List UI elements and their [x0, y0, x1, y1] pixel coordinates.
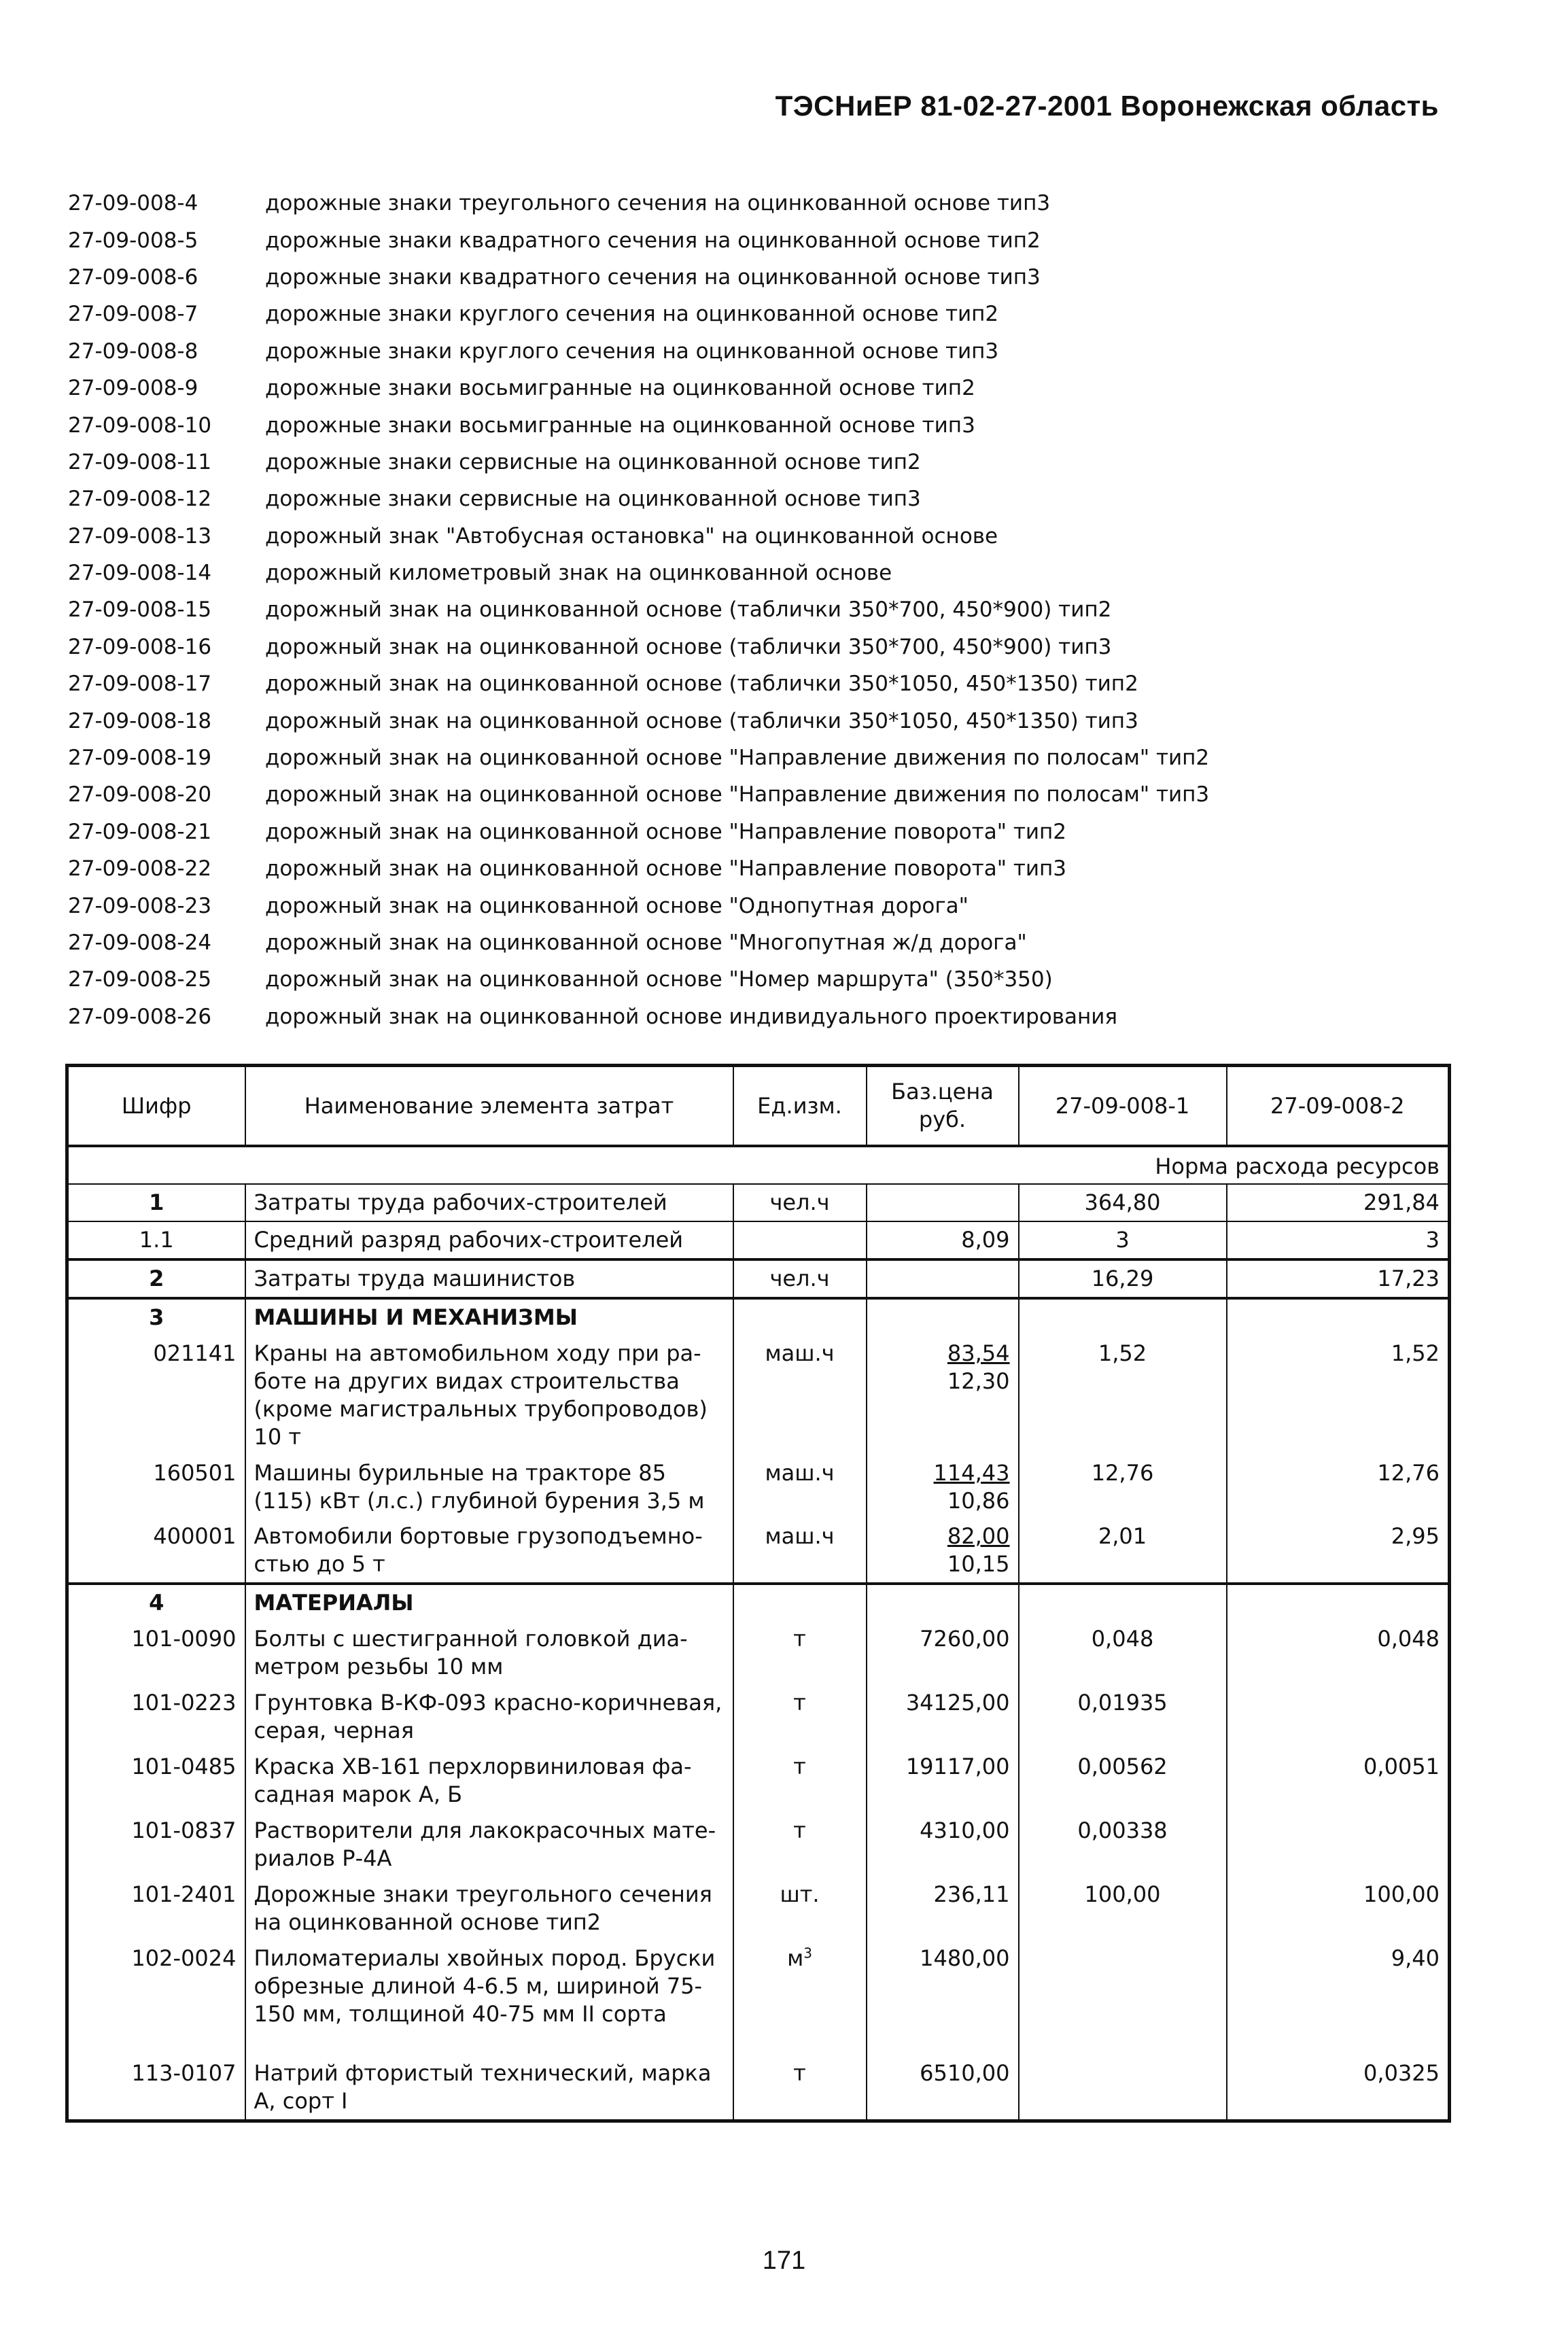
- row-unit: т: [733, 1813, 867, 1877]
- row-code: 1: [67, 1184, 245, 1221]
- item-code: 27-09-008-12: [68, 487, 212, 512]
- list-item: [68, 740, 1461, 776]
- item-code: 27-09-008-10: [68, 413, 212, 438]
- row-price: 6510,00: [867, 2032, 1019, 2121]
- item-description: дорожные знаки круглого сечения на оцинкованной основе тип2: [265, 302, 999, 327]
- row-price: 4310,00: [867, 1813, 1019, 1877]
- row-price: [867, 1455, 1019, 1519]
- list-item: [68, 850, 1461, 887]
- row-code: 101-2401: [67, 1877, 245, 1941]
- row-value-col1: 0,00338: [1019, 1813, 1227, 1877]
- row-price: [867, 1336, 1019, 1455]
- header-col1: 27-09-008-1: [1019, 1066, 1227, 1147]
- row-unit: т: [733, 1685, 867, 1749]
- table-row: [67, 1336, 1450, 1455]
- row-value-col1: 2,01: [1019, 1518, 1227, 1584]
- item-description: дорожный знак на оцинкованной основе "Направление поворота" тип3: [265, 856, 1067, 882]
- item-description: дорожные знаки сервисные на оцинкованной основе тип2: [265, 449, 921, 474]
- list-item: [68, 702, 1461, 739]
- row-price: [867, 1184, 1019, 1221]
- item-description: дорожный километровый знак на оцинкованной основе: [265, 561, 892, 586]
- item-description: дорожный знак на оцинкованной основе (таблички 350*1050, 450*1350) тип2: [265, 672, 1138, 697]
- item-code: 27-09-008-26: [68, 1004, 212, 1029]
- section-row: [67, 1584, 1450, 1621]
- table-row: [67, 1259, 1450, 1298]
- row-code: 101-0223: [67, 1685, 245, 1749]
- list-item: [68, 406, 1461, 443]
- row-unit-exponent: 3: [803, 1945, 812, 1962]
- row-price-secondary: 10,86: [947, 1487, 1010, 1514]
- row-name: Краны на автомобильном ходу при работе на других видах строительства (кроме магистральных трубопроводов) 10 т: [245, 1336, 733, 1455]
- row-code: 102-0024: [67, 1941, 245, 2032]
- table-row: [67, 1877, 1450, 1941]
- item-description: дорожные знаки треугольного сечения на оцинкованной основе тип3: [265, 191, 1051, 216]
- item-code: 27-09-008-8: [68, 338, 198, 364]
- item-code: 27-09-008-15: [68, 597, 212, 623]
- row-value-col1: 16,29: [1019, 1259, 1227, 1298]
- row-price: 34125,00: [867, 1685, 1019, 1749]
- section-row: [67, 1298, 1450, 1336]
- section-title: МАТЕРИАЛЫ: [245, 1584, 733, 1621]
- norm-caption-row: [67, 1146, 1450, 1184]
- header-price: Баз.цена руб.: [867, 1066, 1019, 1147]
- list-item: [68, 222, 1461, 258]
- resource-norms-table: [65, 1064, 1451, 2123]
- row-unit: маш.ч: [733, 1455, 867, 1519]
- item-description: дорожные знаки восьмигранные на оцинкованной основе тип3: [265, 413, 975, 438]
- header-code: Шифр: [67, 1066, 245, 1147]
- row-price-main: 82,00: [947, 1523, 1010, 1550]
- page-number: 171: [762, 2246, 806, 2275]
- row-unit: т: [733, 1749, 867, 1813]
- list-item: [68, 518, 1461, 555]
- item-description: дорожный знак на оцинкованной основе "Однопутная дорога": [265, 893, 969, 918]
- item-description: дорожный знак на оцинкованной основе (таблички 350*700, 450*900) тип3: [265, 634, 1112, 659]
- header-name: Наименование элемента затрат: [245, 1066, 733, 1147]
- section-number: 3: [67, 1298, 245, 1336]
- row-name: Натрий фтористый технический, марка А, сорт I: [245, 2032, 733, 2121]
- row-price-main: 83,54: [947, 1340, 1010, 1366]
- list-item: [68, 185, 1461, 222]
- row-name: Дорожные знаки треугольного сечения на оцинкованной основе тип2: [245, 1877, 733, 1941]
- item-code: 27-09-008-17: [68, 672, 212, 697]
- row-code: 2: [67, 1259, 245, 1298]
- row-price: [867, 1259, 1019, 1298]
- item-code: 27-09-008-5: [68, 228, 198, 253]
- row-price: 19117,00: [867, 1749, 1019, 1813]
- item-description: дорожный знак на оцинкованной основе "Направление движения по полосам" тип3: [265, 782, 1210, 807]
- table-row: [67, 1518, 1450, 1584]
- row-value-col2: [1227, 1813, 1450, 1877]
- row-price: 7260,00: [867, 1621, 1019, 1685]
- list-item: [68, 776, 1461, 813]
- row-name: Растворители для лакокрасочных материалов Р-4А: [245, 1813, 733, 1877]
- row-value-col2: [1227, 1685, 1450, 1749]
- list-item: [68, 370, 1461, 406]
- section-number: 4: [67, 1584, 245, 1621]
- item-description: дорожный знак на оцинкованной основе индивидуального проектирования: [265, 1004, 1118, 1029]
- row-value-col2: 291,84: [1227, 1184, 1450, 1221]
- item-code: 27-09-008-18: [68, 708, 212, 733]
- row-unit: [733, 1941, 867, 2032]
- table-row: [67, 1685, 1450, 1749]
- row-unit: т: [733, 1621, 867, 1685]
- table-row: [67, 1813, 1450, 1877]
- row-unit: чел.ч: [733, 1259, 867, 1298]
- list-item: [68, 296, 1461, 332]
- list-item: [68, 814, 1461, 850]
- norm-caption: Норма расхода ресурсов: [67, 1146, 1450, 1184]
- row-code: 101-0837: [67, 1813, 245, 1877]
- row-name: Затраты труда машинистов: [245, 1259, 733, 1298]
- row-value-col1: 12,76: [1019, 1455, 1227, 1519]
- item-description: дорожный знак "Автобусная остановка" на оцинкованной основе: [265, 523, 998, 549]
- row-name: Машины бурильные на тракторе 85 (115) кВт (л.с.) глубиной бурения 3,5 м: [245, 1455, 733, 1519]
- row-price: [867, 1518, 1019, 1584]
- row-code: 400001: [67, 1518, 245, 1584]
- code-list: [68, 185, 1461, 1035]
- row-value-col1: 0,048: [1019, 1621, 1227, 1685]
- row-value-col2: 9,40: [1227, 1941, 1450, 2032]
- list-item: [68, 481, 1461, 517]
- row-value-col2: 1,52: [1227, 1336, 1450, 1455]
- item-code: 27-09-008-22: [68, 856, 212, 882]
- row-value-col1: 0,01935: [1019, 1685, 1227, 1749]
- item-code: 27-09-008-20: [68, 782, 212, 807]
- item-code: 27-09-008-6: [68, 264, 198, 290]
- list-item: [68, 555, 1461, 591]
- row-value-col1: [1019, 1941, 1227, 2032]
- header-col2: 27-09-008-2: [1227, 1066, 1450, 1147]
- row-value-col2: 0,048: [1227, 1621, 1450, 1685]
- table-row: [67, 1184, 1450, 1221]
- row-value-col2: 12,76: [1227, 1455, 1450, 1519]
- row-code: 101-0090: [67, 1621, 245, 1685]
- item-description: дорожный знак на оцинкованной основе (таблички 350*1050, 450*1350) тип3: [265, 708, 1138, 733]
- item-description: дорожный знак на оцинкованной основе "Направление поворота" тип2: [265, 819, 1067, 844]
- row-price: 1480,00: [867, 1941, 1019, 2032]
- item-description: дорожный знак на оцинкованной основе (таблички 350*700, 450*900) тип2: [265, 597, 1112, 623]
- list-item: [68, 591, 1461, 628]
- row-unit: т: [733, 2032, 867, 2121]
- row-value-col1: 0,00562: [1019, 1749, 1227, 1813]
- row-unit: [733, 1221, 867, 1259]
- row-name: Грунтовка В-КФ-093 красно-коричневая, серая, черная: [245, 1685, 733, 1749]
- list-item: [68, 259, 1461, 296]
- item-code: 27-09-008-23: [68, 893, 212, 918]
- row-value-col2: 17,23: [1227, 1259, 1450, 1298]
- list-item: [68, 629, 1461, 665]
- row-price-secondary: 12,30: [947, 1368, 1010, 1394]
- row-name: Средний разряд рабочих-строителей: [245, 1221, 733, 1259]
- row-value-col2: 0,0051: [1227, 1749, 1450, 1813]
- row-value-col2: 100,00: [1227, 1877, 1450, 1941]
- row-unit: маш.ч: [733, 1336, 867, 1455]
- row-name: Краска ХВ-161 перхлорвиниловая фасадная марок А, Б: [245, 1749, 733, 1813]
- row-name: Пиломатериалы хвойных пород. Бруски обрезные длиной 4-6.5 м, шириной 75-150 мм, толщиной 40-75 мм II сорта: [245, 1941, 733, 2032]
- row-value-col1: 100,00: [1019, 1877, 1227, 1941]
- row-value-col1: [1019, 2032, 1227, 2121]
- row-name: Болты с шестигранной головкой диаметром резьбы 10 мм: [245, 1621, 733, 1685]
- item-description: дорожные знаки квадратного сечения на оцинкованной основе тип3: [265, 264, 1041, 290]
- row-code: 1.1: [67, 1221, 245, 1259]
- header-unit: Ед.изм.: [733, 1066, 867, 1147]
- row-code: 021141: [67, 1336, 245, 1455]
- row-code: 113-0107: [67, 2032, 245, 2121]
- row-price: 236,11: [867, 1877, 1019, 1941]
- row-name: Автомобили бортовые грузоподъемностью до 5 т: [245, 1518, 733, 1584]
- item-code: 27-09-008-24: [68, 930, 212, 955]
- table-row: [67, 2032, 1450, 2121]
- item-code: 27-09-008-21: [68, 819, 212, 844]
- table-row: [67, 1221, 1450, 1259]
- item-description: дорожный знак на оцинкованной основе "Номер маршрута" (350*350): [265, 967, 1053, 992]
- table-row: [67, 1941, 1450, 2032]
- item-description: дорожные знаки сервисные на оцинкованной основе тип3: [265, 487, 921, 512]
- list-item: [68, 998, 1461, 1035]
- row-unit: чел.ч: [733, 1184, 867, 1221]
- row-price: 8,09: [867, 1221, 1019, 1259]
- table-row: [67, 1621, 1450, 1685]
- row-value-col1: 3: [1019, 1221, 1227, 1259]
- table-header-row: [67, 1066, 1450, 1147]
- row-value-col2: 2,95: [1227, 1518, 1450, 1584]
- row-unit-base: м: [787, 1945, 804, 1971]
- row-value-col1: 1,52: [1019, 1336, 1227, 1455]
- item-code: 27-09-008-25: [68, 967, 212, 992]
- table-row: [67, 1455, 1450, 1519]
- row-price-main: 114,43: [933, 1459, 1010, 1486]
- page-header: ТЭСНиЕР 81-02-27-2001 Воронежская область: [775, 90, 1439, 122]
- list-item: [68, 444, 1461, 481]
- row-value-col1: 364,80: [1019, 1184, 1227, 1221]
- item-description: дорожные знаки круглого сечения на оцинкованной основе тип3: [265, 338, 999, 364]
- row-unit: шт.: [733, 1877, 867, 1941]
- item-code: 27-09-008-11: [68, 449, 212, 474]
- table-row: [67, 1749, 1450, 1813]
- list-item: [68, 887, 1461, 924]
- section-title: МАШИНЫ И МЕХАНИЗМЫ: [245, 1298, 733, 1336]
- item-code: 27-09-008-13: [68, 523, 212, 549]
- item-description: дорожный знак на оцинкованной основе "Направление движения по полосам" тип2: [265, 746, 1210, 771]
- row-name: Затраты труда рабочих-строителей: [245, 1184, 733, 1221]
- item-code: 27-09-008-16: [68, 634, 212, 659]
- list-item: [68, 924, 1461, 961]
- item-code: 27-09-008-4: [68, 191, 198, 216]
- item-code: 27-09-008-19: [68, 746, 212, 771]
- row-value-col2: 0,0325: [1227, 2032, 1450, 2121]
- row-value-col2: 3: [1227, 1221, 1450, 1259]
- item-description: дорожные знаки квадратного сечения на оцинкованной основе тип2: [265, 228, 1041, 253]
- row-unit: маш.ч: [733, 1518, 867, 1584]
- item-code: 27-09-008-14: [68, 561, 212, 586]
- row-code: 160501: [67, 1455, 245, 1519]
- list-item: [68, 961, 1461, 998]
- item-code: 27-09-008-9: [68, 376, 198, 401]
- list-item: [68, 665, 1461, 702]
- item-description: дорожные знаки восьмигранные на оцинкованной основе тип2: [265, 376, 975, 401]
- row-price-secondary: 10,15: [947, 1551, 1010, 1578]
- item-description: дорожный знак на оцинкованной основе "Многопутная ж/д дорога": [265, 930, 1027, 955]
- list-item: [68, 333, 1461, 370]
- item-code: 27-09-008-7: [68, 302, 198, 327]
- row-code: 101-0485: [67, 1749, 245, 1813]
